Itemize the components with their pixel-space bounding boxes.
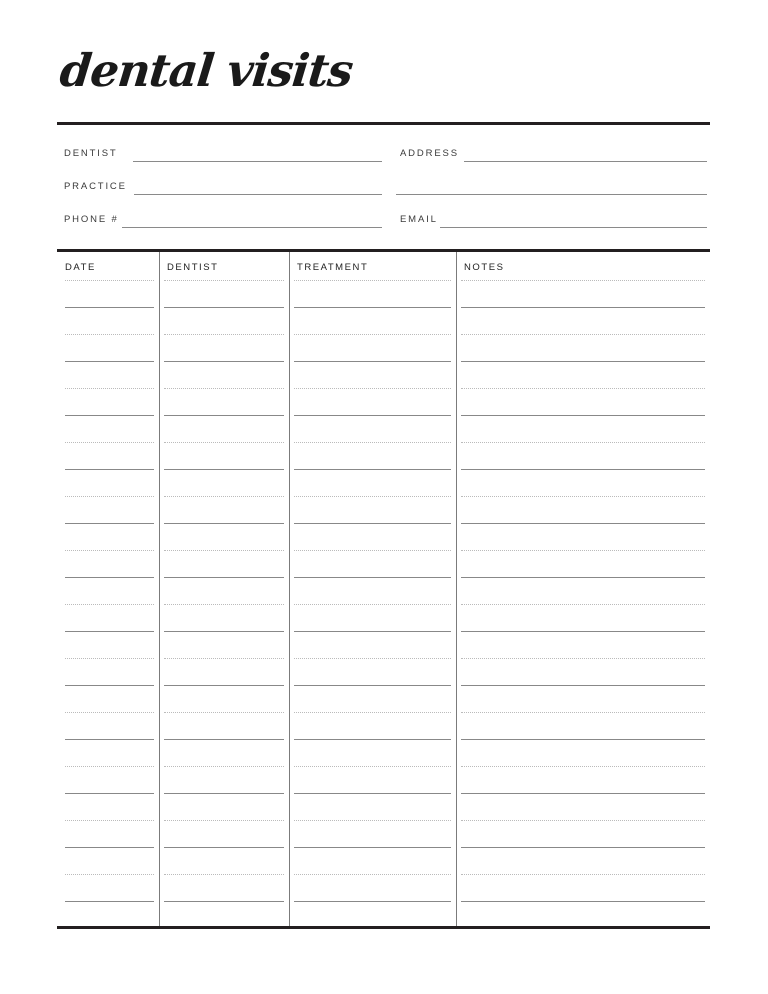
column-header-date: DATE [65,262,96,273]
row-rule-dotted[interactable] [294,496,451,497]
row-rule-solid[interactable] [294,631,451,632]
row-rule-solid[interactable] [164,415,284,416]
row-rule-dotted[interactable] [65,280,154,281]
contact-form [0,0,768,240]
row-rule-solid[interactable] [65,631,154,632]
field-label-phone: PHONE # [64,214,119,225]
row-rule-dotted[interactable] [164,712,284,713]
row-rule-solid[interactable] [164,577,284,578]
row-rule-dotted[interactable] [65,712,154,713]
column-header-notes: NOTES [464,262,505,273]
row-rule-solid[interactable] [461,847,705,848]
row-rule-dotted[interactable] [461,280,705,281]
row-rule-dotted[interactable] [164,604,284,605]
row-rule-solid[interactable] [294,361,451,362]
row-rule-solid[interactable] [65,577,154,578]
row-rule-dotted[interactable] [294,604,451,605]
row-rule-solid[interactable] [294,523,451,524]
row-rule-dotted[interactable] [461,550,705,551]
row-rule-dotted[interactable] [461,658,705,659]
row-rule-solid[interactable] [164,469,284,470]
row-rule-dotted[interactable] [65,388,154,389]
row-rule-dotted[interactable] [461,388,705,389]
column-header-treatment: TREATMENT [297,262,369,273]
row-rule-solid[interactable] [164,307,284,308]
row-rule-dotted[interactable] [294,388,451,389]
row-rule-solid[interactable] [294,739,451,740]
page-title: dental visits [57,44,355,97]
row-rule-dotted[interactable] [164,766,284,767]
field-input-address-line2[interactable] [396,194,707,195]
row-rule-solid[interactable] [65,685,154,686]
row-rule-solid[interactable] [294,847,451,848]
row-rule-solid[interactable] [164,793,284,794]
row-rule-dotted[interactable] [294,280,451,281]
visit-log-table [57,249,710,931]
row-rule-solid[interactable] [461,739,705,740]
row-rule-dotted[interactable] [65,496,154,497]
row-rule-solid[interactable] [294,901,451,902]
field-input-email[interactable] [440,227,707,228]
row-rule-dotted[interactable] [65,658,154,659]
row-rule-dotted[interactable] [294,820,451,821]
row-rule-dotted[interactable] [164,280,284,281]
row-rule-solid[interactable] [294,307,451,308]
table-bottom-border [57,926,710,929]
field-label-dentist: DENTIST [64,148,118,159]
row-rule-solid[interactable] [65,847,154,848]
row-rule-dotted[interactable] [164,442,284,443]
row-rule-dotted[interactable] [461,766,705,767]
row-rule-solid[interactable] [294,469,451,470]
row-rule-dotted[interactable] [461,712,705,713]
row-rule-dotted[interactable] [461,442,705,443]
row-rule-solid[interactable] [65,469,154,470]
row-rule-solid[interactable] [164,523,284,524]
row-rule-solid[interactable] [164,631,284,632]
row-rule-dotted[interactable] [164,496,284,497]
row-rule-dotted[interactable] [461,334,705,335]
row-rule-solid[interactable] [164,739,284,740]
row-rule-dotted[interactable] [65,874,154,875]
row-rule-dotted[interactable] [294,766,451,767]
row-rule-solid[interactable] [461,523,705,524]
column-divider-1 [159,252,160,926]
row-rule-dotted[interactable] [461,820,705,821]
row-rule-solid[interactable] [461,469,705,470]
row-rule-dotted[interactable] [294,442,451,443]
row-rule-solid[interactable] [65,415,154,416]
row-rule-dotted[interactable] [164,874,284,875]
row-rule-solid[interactable] [164,685,284,686]
row-rule-solid[interactable] [461,685,705,686]
row-rule-dotted[interactable] [164,388,284,389]
row-rule-solid[interactable] [461,631,705,632]
row-rule-solid[interactable] [461,307,705,308]
row-rule-solid[interactable] [164,901,284,902]
row-rule-dotted[interactable] [65,604,154,605]
row-rule-dotted[interactable] [164,658,284,659]
field-input-practice[interactable] [134,194,382,195]
field-input-dentist[interactable] [133,161,382,162]
row-rule-solid[interactable] [65,739,154,740]
row-rule-solid[interactable] [65,361,154,362]
row-rule-solid[interactable] [65,523,154,524]
row-rule-solid[interactable] [461,793,705,794]
row-rule-dotted[interactable] [65,334,154,335]
row-rule-solid[interactable] [461,361,705,362]
row-rule-dotted[interactable] [164,334,284,335]
row-rule-dotted[interactable] [164,550,284,551]
row-rule-dotted[interactable] [461,496,705,497]
row-rule-dotted[interactable] [294,550,451,551]
row-rule-solid[interactable] [164,847,284,848]
row-rule-dotted[interactable] [65,442,154,443]
row-rule-dotted[interactable] [461,604,705,605]
row-rule-solid[interactable] [461,901,705,902]
row-rule-dotted[interactable] [294,712,451,713]
field-label-email: EMAIL [400,214,438,225]
row-rule-solid[interactable] [294,577,451,578]
row-rule-dotted[interactable] [461,874,705,875]
row-rule-solid[interactable] [294,415,451,416]
field-label-address: ADDRESS [400,148,459,159]
row-rule-solid[interactable] [461,415,705,416]
column-header-dentist: DENTIST [167,262,219,273]
table-top-border [57,249,710,252]
row-rule-solid[interactable] [294,685,451,686]
row-rule-solid[interactable] [164,361,284,362]
row-rule-dotted[interactable] [65,820,154,821]
row-rule-dotted[interactable] [294,874,451,875]
row-rule-dotted[interactable] [164,820,284,821]
row-rule-solid[interactable] [294,793,451,794]
column-divider-2 [289,252,290,926]
row-rule-dotted[interactable] [294,334,451,335]
field-input-address-line1[interactable] [464,161,707,162]
field-input-phone[interactable] [122,227,382,228]
row-rule-dotted[interactable] [294,658,451,659]
column-divider-3 [456,252,457,926]
row-rule-solid[interactable] [65,901,154,902]
row-rule-dotted[interactable] [65,550,154,551]
row-rule-dotted[interactable] [65,766,154,767]
field-label-practice: PRACTICE [64,181,127,192]
row-rule-solid[interactable] [461,577,705,578]
row-rule-solid[interactable] [65,307,154,308]
row-rule-solid[interactable] [65,793,154,794]
